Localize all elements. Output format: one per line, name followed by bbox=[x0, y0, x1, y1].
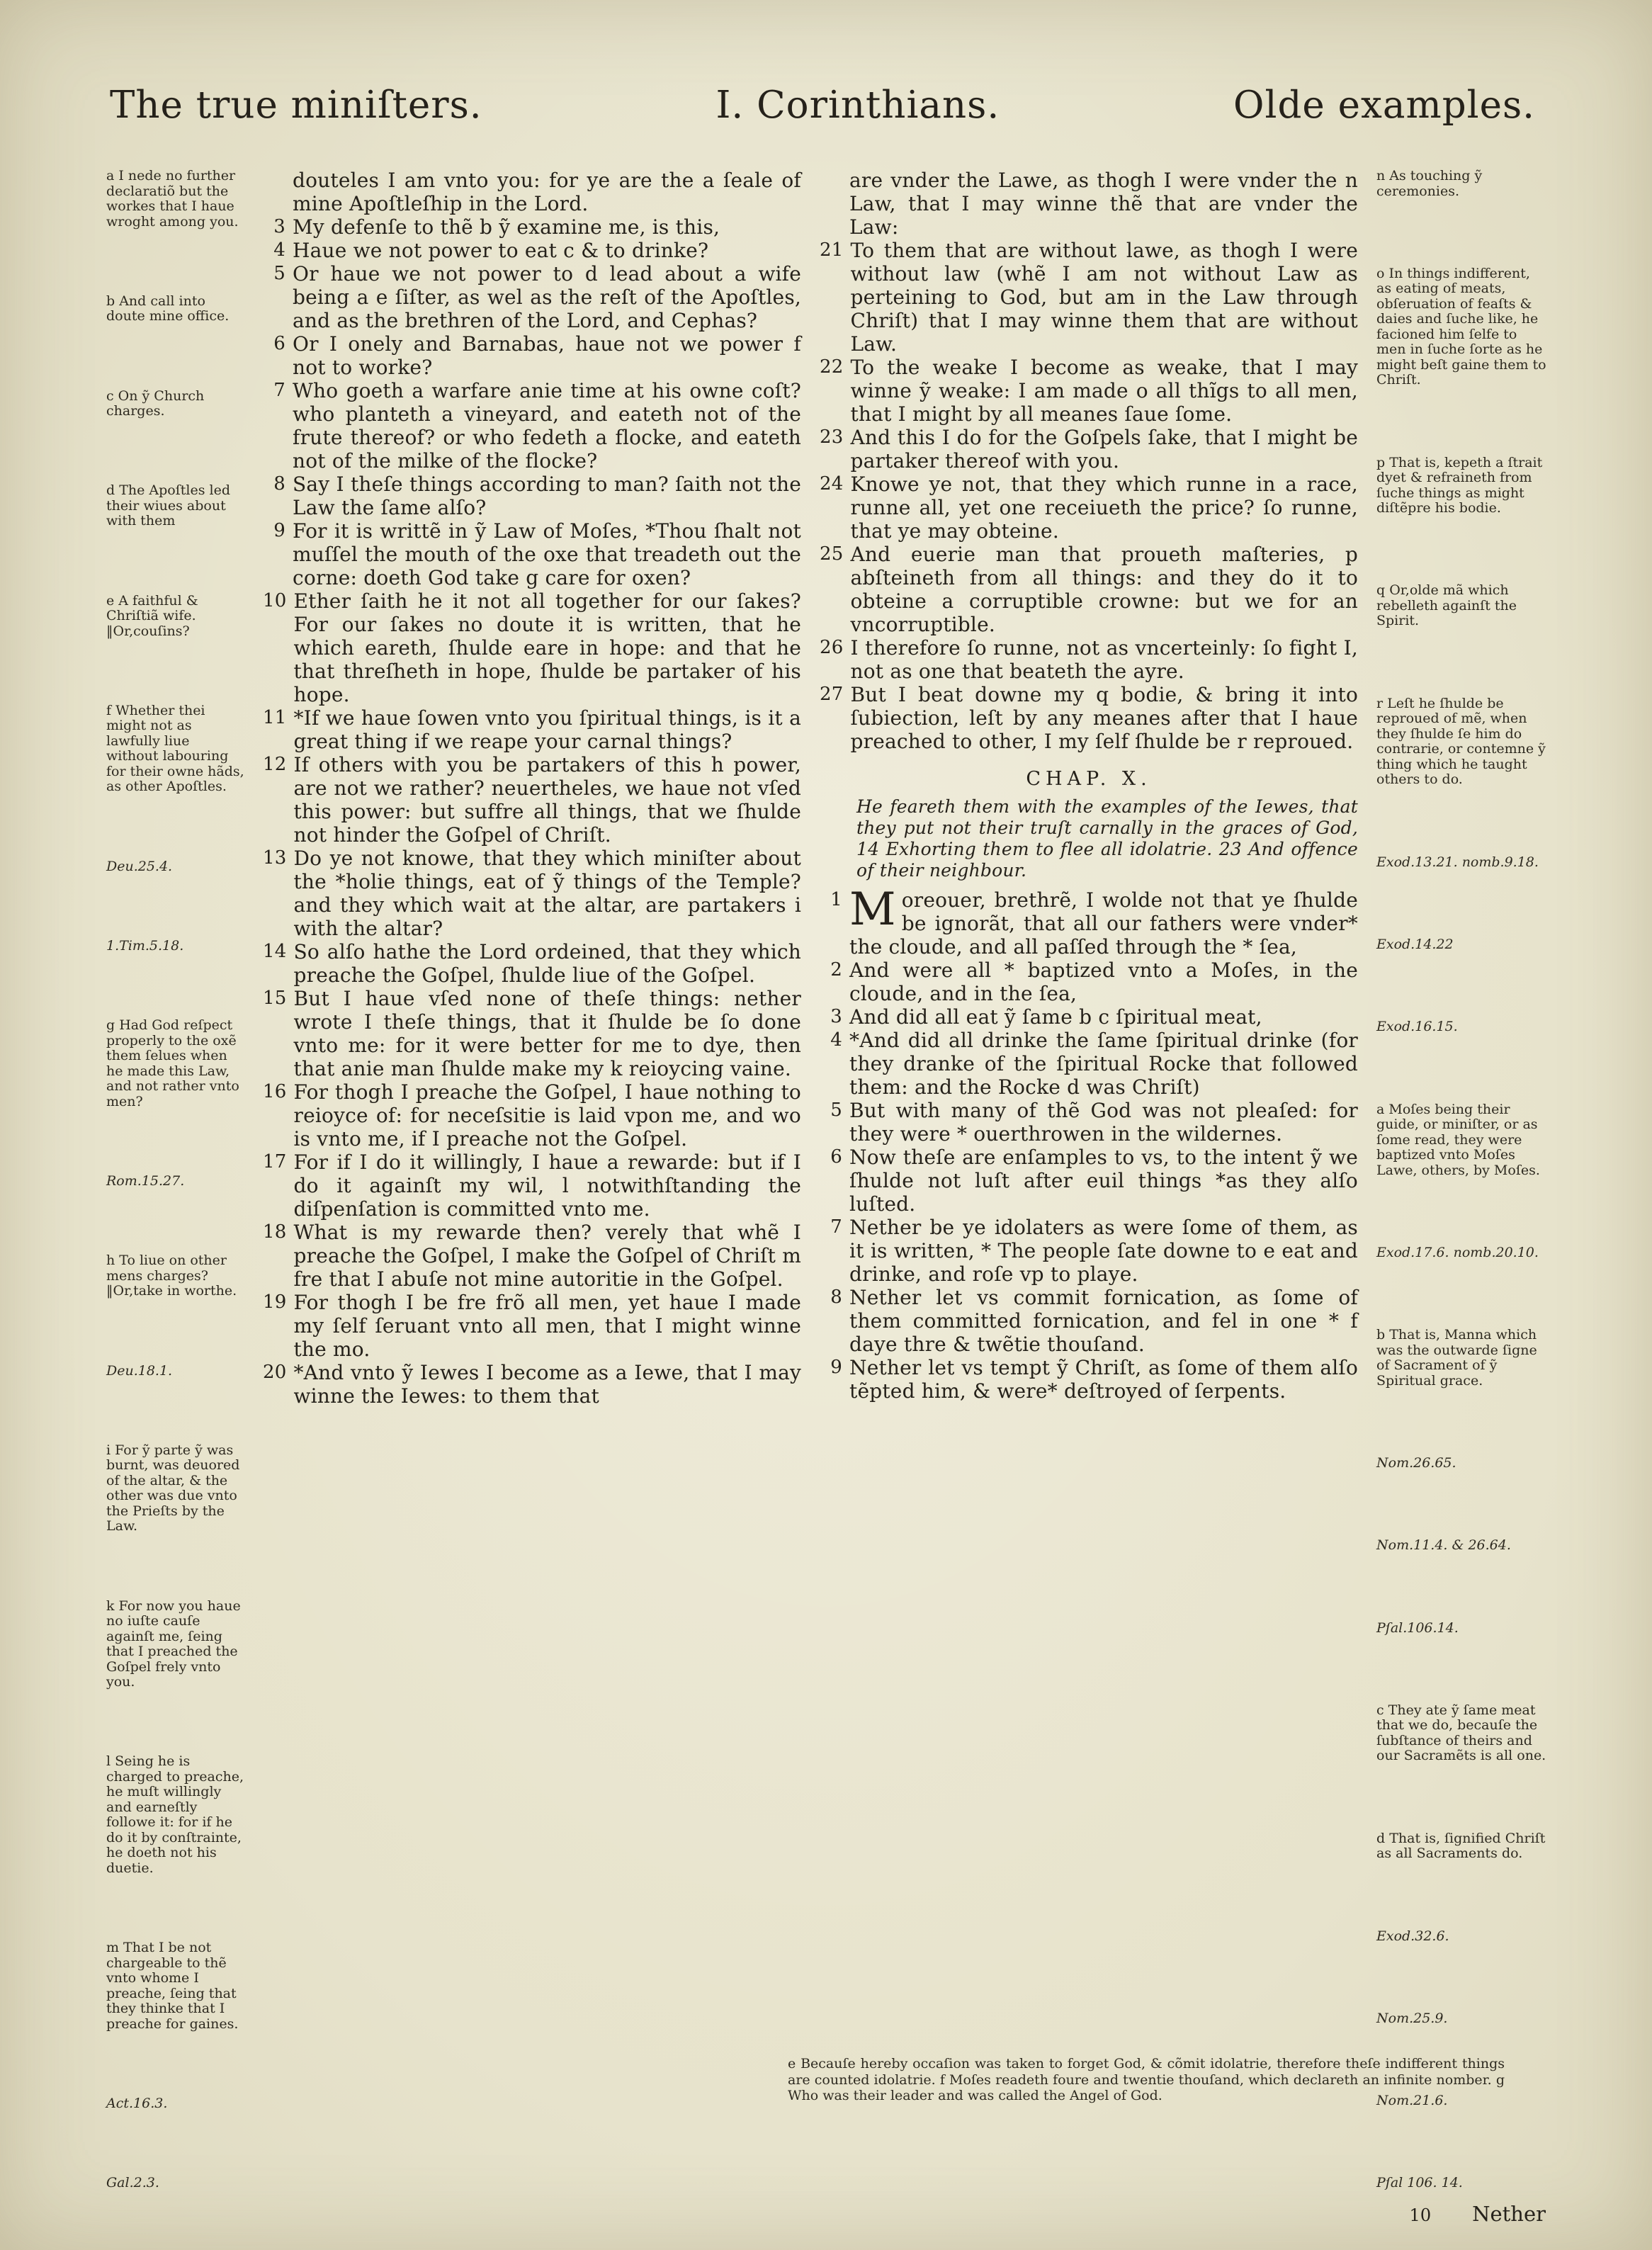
margin-note: r Leſt he ſhulde be reproued of mẽ, when they ſhulde ſe him do contrarie, or contemne ỹ thing which he taught others to do. bbox=[1376, 695, 1546, 788]
verse-text: Nether let vs tempt ỹ Chriſt, as ſome of them alſo tẽpted him, & were* deſtroyed of ſerpents. bbox=[849, 1356, 1358, 1403]
verse bbox=[820, 473, 1358, 543]
chapter10-verses bbox=[820, 959, 1358, 1403]
margin-note: f Whether thei might not as lawfully liue without labouring for their owne hãds, as other Apoſtles. bbox=[106, 702, 244, 795]
verse-text: douteles I am vnto you: for ye are the a ſeale of mine Apoſtleſhip in the Lord. bbox=[293, 169, 801, 215]
verse-text: And euerie man that proueth maſteries, p abſteineth from all things: and they do it to obteine a corruptible crowne: but we for an vncorruptible. bbox=[850, 543, 1358, 636]
verse bbox=[263, 1361, 801, 1408]
verse-text: Who goeth a warfare anie time at his owne coſt? who planteth a vineyard, and eateth not of the frute thereof? or who fedeth a flocke, and eateth not of the milke of the flocke? bbox=[293, 379, 801, 473]
margin-note: Act.16.3. bbox=[106, 2096, 168, 2111]
margin-note: Exod.14.22 bbox=[1376, 936, 1454, 952]
verse bbox=[820, 636, 1358, 683]
main-column-left bbox=[263, 169, 801, 2191]
margin-note: e A faithful & Chriſtiã wife. ‖Or,couſins? bbox=[106, 592, 198, 639]
verse-number: 19 bbox=[263, 1291, 287, 1313]
right-margin-notes bbox=[1376, 169, 1546, 2191]
verse bbox=[820, 239, 1358, 356]
verse-number: 7 bbox=[273, 380, 285, 401]
margin-note: 1.Tim.5.18. bbox=[106, 937, 184, 954]
verse bbox=[263, 379, 801, 473]
verse-text: For thogh I be fre frõ all men, yet haue I made my ſelf ſeruant vnto all men, that I might winne the mo. bbox=[293, 1291, 801, 1361]
margin-note: b And call into doute mine office. bbox=[106, 293, 230, 324]
verse bbox=[820, 1286, 1358, 1356]
verse-text: Do ye not knowe, that they which miniſter about the *holie things, eat of ỹ things of the Temple? and they which wait at the altar, are partakers i with the altar? bbox=[293, 847, 801, 940]
verse-number: 23 bbox=[820, 426, 844, 448]
margin-note: Rom.15.27. bbox=[106, 1173, 185, 1189]
verse bbox=[263, 332, 801, 379]
verse-text: For it is writtẽ in ỹ Law of Moſes, *Thou ſhalt not muſſel the mouth of the oxe that treadeth out the corne: doeth God take g care for oxen? bbox=[293, 519, 801, 589]
page-foot bbox=[1121, 2202, 1546, 2226]
verse-number bbox=[263, 169, 293, 215]
margin-note: Exod.17.6. nomb.20.10. bbox=[1376, 1244, 1539, 1260]
margin-note: k For now you haue no iuſte cauſe againſt me, ſeing that I preached the Goſpel frely vnto you. bbox=[106, 1598, 241, 1690]
margin-note: Pſal 106. 14. bbox=[1376, 2175, 1463, 2191]
verse-text: So alſo hathe the Lord ordeined, that they which preache the Goſpel, ſhulde liue of the Goſpel. bbox=[293, 940, 801, 987]
verse-text: Haue we not power to eat c & to drinke? bbox=[293, 239, 709, 262]
verse-chapter10-1 bbox=[820, 883, 1358, 959]
verse-text: Or I onely and Barnabas, haue not we power f not to worke? bbox=[293, 332, 801, 379]
verse-number: 14 bbox=[263, 941, 287, 962]
footnote: e Becauſe hereby occaſion was taken to forget God, & cõmit idolatrie, therefore theſe indifferent things are counted idolatrie. f Moſes readeth foure and twentie thouſand, which declareth an infinite nomber. g Who was their leader and was called the Angel of God. bbox=[788, 2056, 1505, 2103]
verse-text: Or haue we not power to d lead about a wife being a e ſiſter, as wel as the reſt of the Apoſtles, and as the brethren of the Lord, and Cephas? bbox=[293, 262, 801, 332]
verse-number: 12 bbox=[263, 754, 287, 775]
verse-text: Nether let vs commit fornication, as ſome of them committed fornication, and fel in one * f daye thre & twẽtie thouſand. bbox=[849, 1286, 1358, 1356]
margin-note: Exod.32.6. bbox=[1376, 1928, 1449, 1944]
drop-cap-initial: M bbox=[849, 883, 896, 936]
margin-note: c They ate ỹ ſame meat that we do, becauſe the ſubſtance of theirs and our Sacramẽts is all one. bbox=[1376, 1702, 1546, 1764]
verse bbox=[263, 987, 801, 1080]
verse-number: 6 bbox=[830, 1146, 842, 1168]
verse bbox=[263, 1151, 801, 1221]
verse bbox=[263, 239, 801, 262]
verse-number: 21 bbox=[820, 239, 844, 261]
verse-text: My defenſe to thẽ b ỹ examine me, is this, bbox=[293, 215, 720, 239]
verse-number: 8 bbox=[830, 1287, 842, 1308]
margin-note: n As touching ỹ ceremonies. bbox=[1376, 168, 1483, 199]
verse-text: I therefore ſo runne, not as vncerteinly: ſo fight I, not as one that beateth the ayre. bbox=[850, 636, 1358, 683]
verse-text: What is my rewarde then? verely that whẽ I preache the Goſpel, I make the Goſpel of Chriſt m fre that I abuſe not mine autoritie in the Goſpel. bbox=[293, 1221, 801, 1291]
verse bbox=[263, 706, 801, 753]
verse bbox=[263, 1080, 801, 1151]
verse bbox=[263, 1291, 801, 1361]
verse bbox=[820, 356, 1358, 426]
verse-text: Nether be ye idolaters as were ſome of them, as it is written, * The people ſate downe to e eat and drinke, and roſe vp to playe. bbox=[849, 1216, 1358, 1286]
verse-number: 10 bbox=[263, 590, 287, 611]
verse bbox=[263, 753, 801, 847]
verse-number: 5 bbox=[830, 1099, 842, 1121]
margin-note: Nom.25.9. bbox=[1376, 2010, 1448, 2026]
verse-text: To them that are without lawe, as thogh I were without law (whẽ I am not without Law as perteining to God, but am in the Law through Chriſt) that I may winne them that are without Law. bbox=[850, 239, 1358, 356]
margin-note: a I nede no further declaratiõ but the workes that I haue wroght among you. bbox=[106, 168, 239, 230]
margin-note: i For ỹ parte ỹ was burnt, was deuored of the altar, & the other was due vnto the Prieſts by the Law. bbox=[106, 1442, 240, 1534]
margin-note: c On ỹ Church charges. bbox=[106, 388, 205, 419]
verse bbox=[263, 847, 801, 940]
verse-text: To the weake I become as weake, that I may winne ỹ weake: I am made o all thĩgs to all men, that I might by all meanes ſaue ſome. bbox=[850, 356, 1358, 426]
verse-number: 17 bbox=[263, 1151, 287, 1172]
verse bbox=[263, 519, 801, 589]
verse-number: 6 bbox=[273, 333, 285, 354]
verse bbox=[263, 589, 801, 706]
margin-note: Deu.25.4. bbox=[106, 858, 173, 874]
margin-note: d That is, ſignified Chriſt as all Sacraments do. bbox=[1376, 1830, 1546, 1862]
verse-number: 8 bbox=[273, 473, 285, 494]
verse-text: Ether ſaith he it not all together for our ſakes? For our ſakes no doute it is written, that he which eareth, ſhulde eare in hope: and that he that threſheth in hope, ſhulde be partaker of his hope. bbox=[293, 589, 801, 706]
margin-note: Deu.18.1. bbox=[106, 1362, 173, 1379]
verse-text: But I beat downe my q bodie, & bring it into ſubiection, leſt by any meanes after that I haue preached to other, I my ſelf ſhulde be r reproued. bbox=[850, 683, 1358, 753]
verse bbox=[263, 473, 801, 519]
chapter-summary: He feareth them with the examples of the Iewes, that they put not their truſt carnally in the graces of God, 14 Exhorting them to flee all idolatrie. 23 And offence of their neighbour. bbox=[856, 796, 1358, 881]
verse bbox=[820, 426, 1358, 473]
margin-note: o In things indifferent, as eating of meats, obſeruation of feaſts & daies and ſuche like, he facioned him ſelfe to men in ſuche ſorte as he might beſt gaine them to Chriſt. bbox=[1376, 265, 1546, 388]
verse-number: 1 bbox=[830, 889, 842, 910]
verse-number: 22 bbox=[820, 356, 844, 378]
verse-text: And did all eat ỹ ſame b c ſpiritual meat, bbox=[849, 1005, 1262, 1029]
margin-note: p That is, kepeth a ſtrait dyet & refraineth from ſuche things as might diſtẽpre his bodie. bbox=[1376, 454, 1543, 516]
verse bbox=[820, 1099, 1358, 1146]
verse-text: Say I theſe things according to man? ſaith not the Law the ſame alſo? bbox=[293, 473, 801, 519]
margin-note: Gal.2.3. bbox=[106, 2175, 159, 2191]
verse-number: 4 bbox=[830, 1029, 842, 1051]
verse bbox=[820, 169, 1358, 239]
verse-number: 4 bbox=[273, 239, 285, 261]
margin-note: h To liue on other mens charges? ‖Or,take in worthe. bbox=[106, 1253, 237, 1299]
chapter-heading: CHAP. X. bbox=[1026, 768, 1152, 790]
margin-note: d The Apoſtles led their wiues about with them bbox=[106, 482, 230, 529]
running-head-center: I. Corinthians. bbox=[715, 84, 1000, 127]
margin-note: Exod.13.21. nomb.9.18. bbox=[1376, 854, 1539, 870]
running-head-right: Olde examples. bbox=[1233, 84, 1535, 127]
verse-number: 25 bbox=[820, 543, 844, 565]
margin-note: Nom.11.4. & 26.64. bbox=[1376, 1537, 1511, 1554]
margin-note: Pſal.106.14. bbox=[1376, 1619, 1459, 1636]
verse-text: Now theſe are enſamples to vs, to the intent ỹ we ſhulde not luſt after euil things *as they alſo luſted. bbox=[849, 1146, 1358, 1216]
verse-text: For thogh I preache the Goſpel, I haue nothing to reioyce of: for neceſsitie is laid vpon me, and wo is vnto me, if I preache not the Goſpel. bbox=[293, 1080, 801, 1151]
margin-note: Nom.26.65. bbox=[1376, 1454, 1456, 1471]
verse-text: For if I do it willingly, I haue a rewarde: but if I do it againſt my wil, l notwithſtanding the diſpenſation is committed vnto me. bbox=[293, 1151, 801, 1221]
margin-note: b That is, Manna which was the outwarde ſigne of Sacrament of ỹ Spiritual grace. bbox=[1376, 1327, 1537, 1389]
verse bbox=[820, 1029, 1358, 1099]
verse-text: But I haue vſed none of theſe things: nether wrote I theſe things, that it ſhulde be ſo done vnto me: for it were better for me to dye, then that anie man ſhulde make my k reioycing vaine. bbox=[293, 987, 801, 1080]
verse-number: 20 bbox=[263, 1362, 287, 1383]
margin-note: q Or,olde mã which rebelleth againſt the Spirit. bbox=[1376, 582, 1517, 629]
verse-text: And were all * baptized vnto a Moſes, in the cloude, and in the ſea, bbox=[849, 959, 1358, 1005]
catchword: Nether bbox=[1472, 2202, 1546, 2226]
verse bbox=[263, 169, 801, 215]
verse-number: 3 bbox=[830, 1006, 842, 1027]
verse bbox=[263, 215, 801, 239]
chapter9-right-verses bbox=[820, 169, 1358, 753]
verse-text: If others with you be partakers of this h power, are not we rather? neuertheles, we haue not vſed this power: but suffre all things, that we ſhulde not hinder the Goſpel of Chriſt. bbox=[293, 753, 801, 847]
verse-number: 27 bbox=[820, 684, 844, 705]
verse-text: *And vnto ỹ Iewes I become as a Iewe, that I may winne the Iewes: to them that bbox=[293, 1361, 801, 1408]
verse-text-body: oreouer, brethrẽ, I wolde not that ye ſhulde be ignorãt, that all our fathers were vnder* the cloude, and all paſſed through the * ſea, bbox=[849, 888, 1358, 959]
margin-note: g Had God reſpect properly to the oxẽ them ſelues when he made this Law, and not rather vnto men? bbox=[106, 1017, 239, 1109]
verse-number: 24 bbox=[820, 473, 844, 494]
verse-text: But with many of thẽ God was not pleaſed: for they were * ouerthrowen in the wildernes. bbox=[849, 1099, 1358, 1146]
verse-number: 3 bbox=[273, 216, 285, 237]
page-content bbox=[106, 169, 1546, 2191]
signature-mark: 10 bbox=[1409, 2205, 1432, 2225]
verse-text: are vnder the Lawe, as thogh I were vnder the n Law, that I may winne thẽ that are vnder the Law: bbox=[849, 169, 1358, 239]
verse-text: And this I do for the Goſpels ſake, that I might be partaker thereof with you. bbox=[850, 426, 1358, 473]
verse-number bbox=[820, 169, 849, 239]
verse-number: 13 bbox=[263, 847, 287, 869]
running-head bbox=[110, 84, 1535, 127]
verse-text: *If we haue ſowen vnto you ſpiritual things, is it a great thing if we reape your carnal things? bbox=[293, 706, 801, 753]
verse bbox=[820, 959, 1358, 1005]
verse bbox=[263, 940, 801, 987]
verse-number: 16 bbox=[263, 1081, 287, 1102]
verse-text bbox=[849, 883, 1358, 959]
verse bbox=[820, 1005, 1358, 1029]
verse-number: 26 bbox=[820, 637, 844, 658]
verse bbox=[820, 1356, 1358, 1403]
verse-number: 11 bbox=[263, 707, 287, 728]
verse bbox=[263, 1221, 801, 1291]
margin-note: Exod.16.15. bbox=[1376, 1019, 1458, 1035]
verse-text: *And did all drinke the ſame ſpiritual drinke (for they dranke of the ſpiritual Rocke that followed them: and the Rocke d was Chriſt) bbox=[849, 1029, 1358, 1099]
margin-note: a Moſes being their guide, or miniſter, or as ſome read, they were baptized vnto Moſes Lawe, others, by Moſes. bbox=[1376, 1101, 1540, 1178]
verse-number: 15 bbox=[263, 988, 287, 1009]
verse-number: 2 bbox=[830, 959, 842, 980]
verse bbox=[820, 683, 1358, 753]
verse-number: 7 bbox=[830, 1216, 842, 1238]
verse-number: 9 bbox=[273, 520, 285, 541]
verse-text: Knowe ye not, that they which runne in a race, runne all, yet one receiueth the price? ſo runne, that ye may obteine. bbox=[850, 473, 1358, 543]
verse bbox=[820, 1146, 1358, 1216]
main-column-right bbox=[820, 169, 1358, 2191]
margin-note: Nom.21.6. bbox=[1376, 2093, 1448, 2109]
verse-number: 5 bbox=[273, 263, 285, 284]
margin-note: l Seing he is charged to preache, he muſt willingly and earneſtly followe it: for if he do it by conſtrainte, he doeth not his duetie. bbox=[106, 1753, 244, 1876]
margin-note: m That I be not chargeable to thẽ vnto whome I preache, ſeing that they thinke that I preache for gaines. bbox=[106, 1940, 239, 2032]
verse-number: 9 bbox=[830, 1357, 842, 1378]
verse bbox=[820, 1216, 1358, 1286]
verse-number: 18 bbox=[263, 1221, 287, 1243]
verse bbox=[263, 262, 801, 332]
verse bbox=[820, 543, 1358, 636]
left-margin-notes bbox=[106, 169, 244, 2191]
running-head-left: The true miniſters. bbox=[110, 84, 482, 127]
